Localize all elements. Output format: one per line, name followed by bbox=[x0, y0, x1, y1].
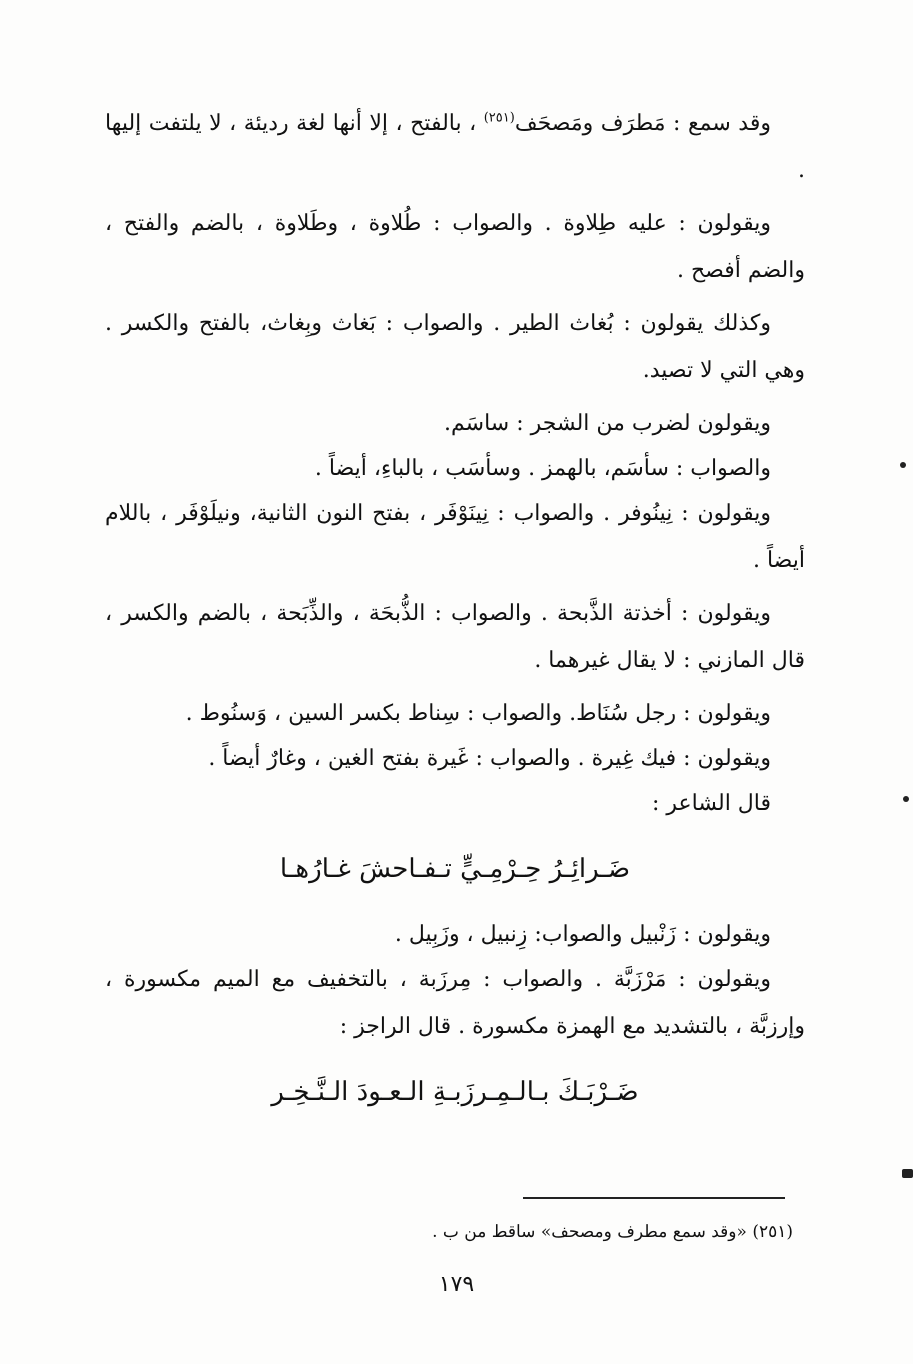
paragraph-5: والصواب : سأسَم، بالهمز . وسأسَب ، بالباءِ، أيضاً . bbox=[314, 456, 771, 481]
paragraph-9: ويقولون : فيك غِيرة . والصواب : غَيرة بفتح الغين ، وغارٌ أيضاً . bbox=[208, 746, 771, 771]
footnote-divider bbox=[523, 1197, 785, 1199]
margin-dot-mark bbox=[900, 462, 906, 468]
main-text-block bbox=[105, 100, 805, 1136]
footnote-reference[interactable]: (٢٥١) bbox=[483, 110, 515, 126]
paragraph-7: ويقولون : أخذتة الذَّبحة . والصواب : الذُّبحَة ، والذِّبَحة ، بالضم والكسر ، قال المازني : لا يقال غيرهما . bbox=[105, 601, 805, 673]
paragraph-2: ويقولون : عليه طِلاوة . والصواب : طُلاوة ، وطَلاوة ، بالضم والفتح ، والضم أفصح . bbox=[105, 211, 805, 283]
paragraph-3: وكذلك يقولون : بُغاث الطير . والصواب : بَغاث وبِغاث، بالفتح والكسر . وهي التي لا تصيد. bbox=[105, 311, 805, 383]
page-number: ١٧٩ bbox=[438, 1272, 475, 1297]
verse-line-2: ضَـرْبَـكَ بـالـمِـرزَبـةِ الـعـودَ الـنَّـخِـر bbox=[271, 1077, 639, 1107]
margin-dot-mark bbox=[903, 796, 909, 802]
paragraph-4: ويقولون لضرب من الشجر : ساسَم. bbox=[444, 411, 771, 436]
paragraph-1-text-continued: ، بالفتح ، إلا أنها لغة رديئة ، لا يلتفت إليها . bbox=[105, 111, 805, 183]
paragraph-8: ويقولون : رجل سُنَاط. والصواب : سِناط بكسر السين ، وَسنُوط . bbox=[185, 701, 771, 726]
verse-line-1: ضَـرائِـرُ حِـرْمِـيٍّ تـفـاحشَ غـارُهـا bbox=[279, 854, 631, 884]
paragraph-11: ويقولون : زَنْبيل والصواب: زِنبيل ، وزَبِيل . bbox=[394, 922, 771, 947]
footnote: (٢٥١) «وقد سمع مطرف ومصحف» ساقط من ب . bbox=[432, 1222, 793, 1242]
margin-edge-mark bbox=[902, 1169, 913, 1178]
paragraph-6: ويقولون : نِينُوفر . والصواب : نِينَوْفَر ، بفتح النون الثانية، ونيلَوْفَر ، باللام أيضاً . bbox=[105, 501, 805, 573]
paragraph-10: قال الشاعر : bbox=[651, 791, 771, 816]
paragraph-12: ويقولون : مَرْزَبَّة . والصواب : مِرزَبة ، بالتخفيف مع الميم مكسورة ، وإرزبَّة ، بالتشديد مع الهمزة مكسورة . قال الراجز : bbox=[105, 967, 805, 1039]
paragraph-1 bbox=[105, 100, 805, 194]
paragraph-1-text: وقد سمع : مَطرَف ومَصحَف bbox=[514, 111, 771, 136]
